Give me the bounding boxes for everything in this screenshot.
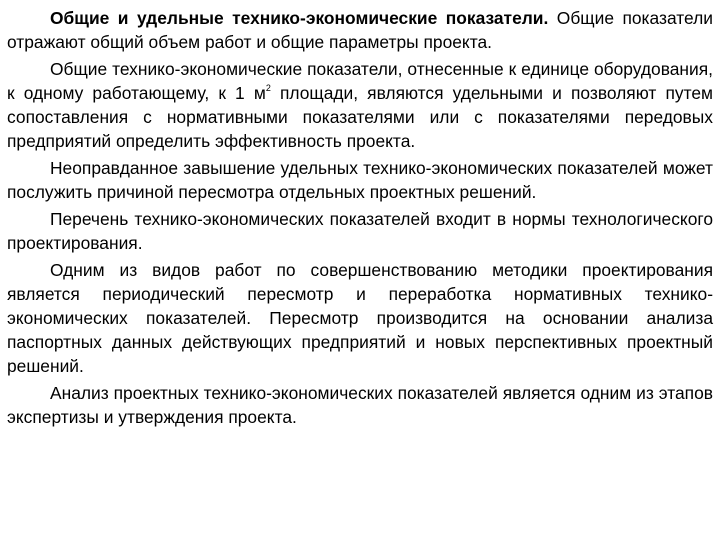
paragraph-5: Одним из видов работ по совершенствованию методики проектирования является периодический пересмотр и переработка нормативных технико-экономических показателей. Пересмотр производится на основании анализа паспортных данных действующих предприятий и новых перспективных проектный решений. (7, 260, 713, 376)
paragraph-3: Неоправданное завышение удельных технико-экономических показателей может послужить причиной пересмотра отдельных проектных решений. (7, 158, 713, 202)
paragraph-6: Анализ проектных технико-экономических показателей является одним из этапов экспертизы и утверждения проекта. (7, 383, 713, 427)
section-heading: Общие и удельные технико-экономические показатели. (50, 8, 549, 28)
paragraph-2-text-before: Общие технико-экономические показатели, отнесенные к единице оборудования, к одному работающему, к 1 м (7, 59, 713, 103)
paragraph-2-text-after: площади, являются удельными и позволяют путем сопоставления с нормативными показателями или с показателями передовых предприятий определить эффективность проекта. (7, 83, 713, 151)
paragraph-1 (7, 6, 713, 54)
paragraph-4: Перечень технико-экономических показателей входит в нормы технологического проектирования. (7, 209, 713, 253)
superscript-2: 2 (265, 83, 271, 93)
document-body (7, 6, 713, 429)
paragraph-1-text: Общие показатели отражают общий объем работ и общие параметры проекта. (7, 8, 714, 52)
paragraph-2 (7, 57, 713, 153)
